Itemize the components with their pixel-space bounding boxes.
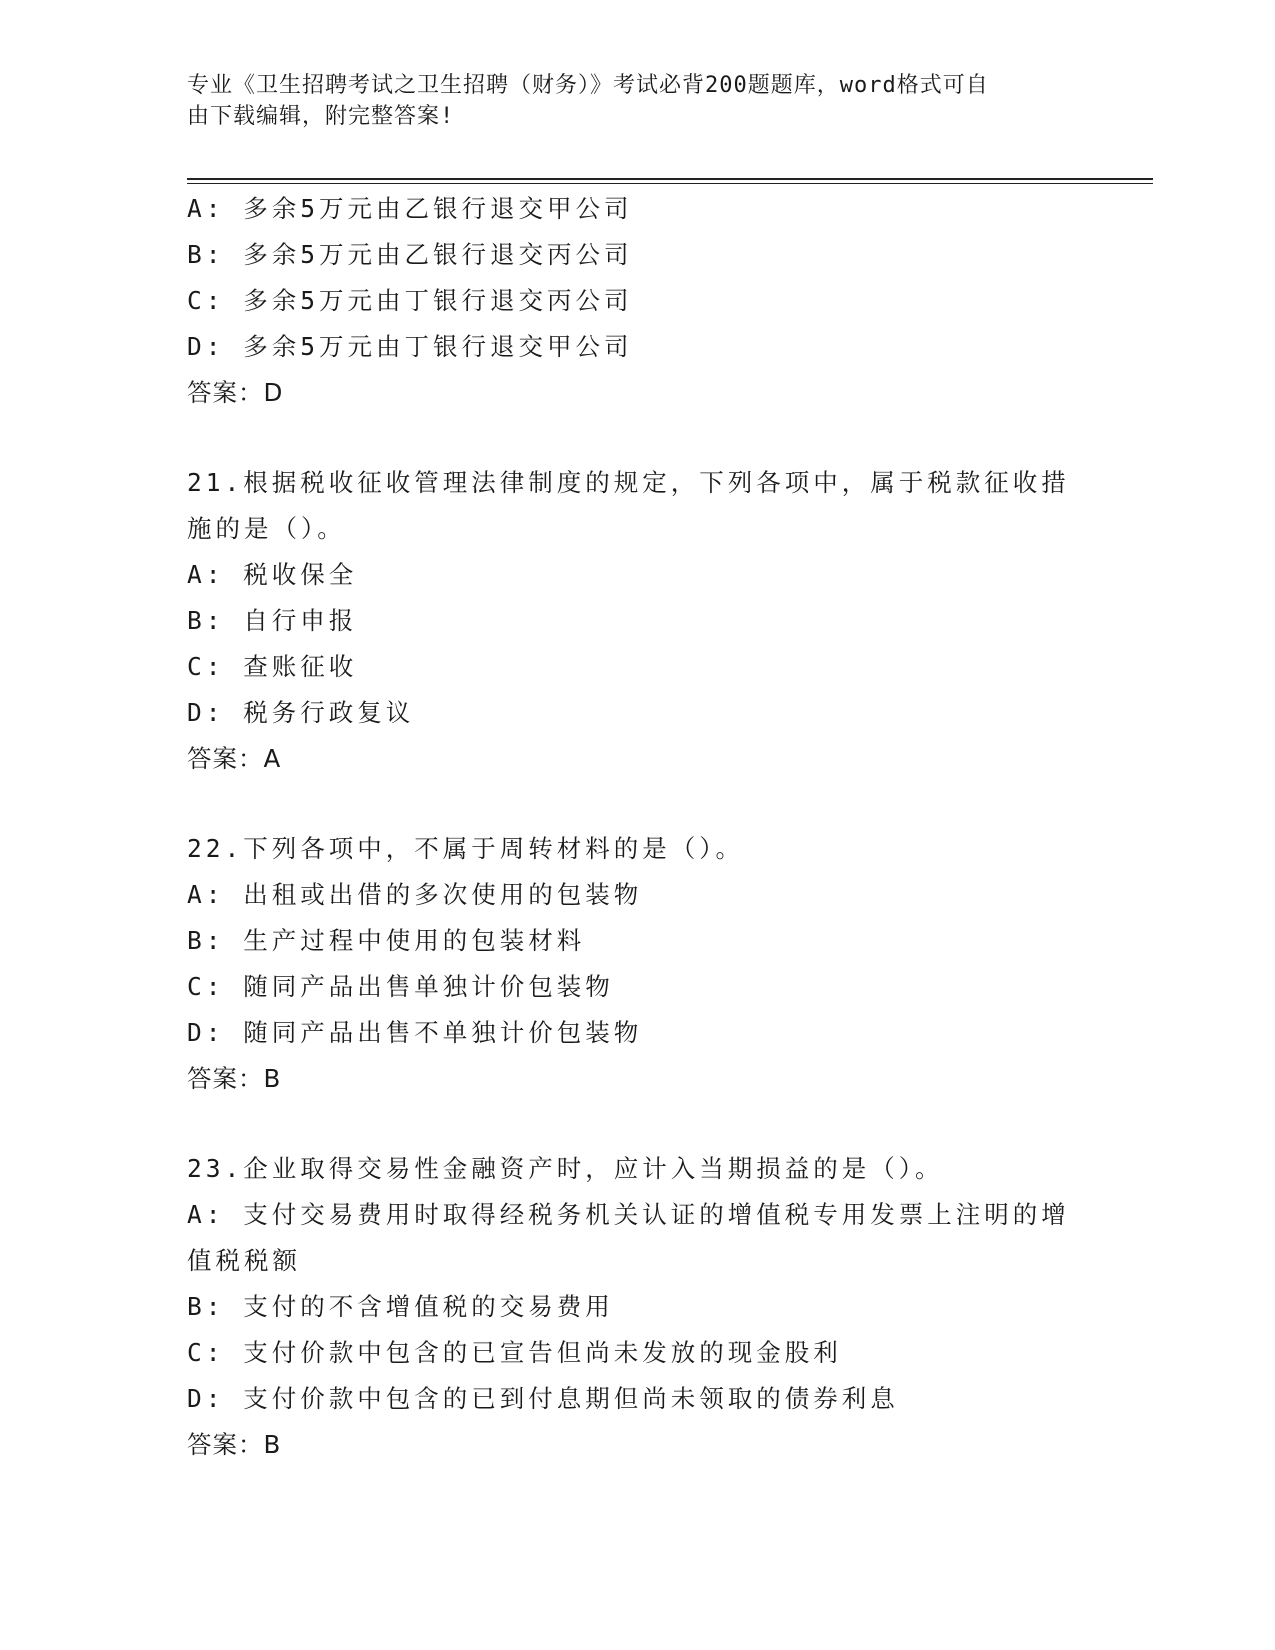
q22-option-b: B: 生产过程中使用的包装材料	[187, 926, 586, 955]
header-line-1: 专业《卫生招聘考试之卫生招聘（财务）》考试必背200题题库，word格式可自	[187, 73, 989, 98]
q20-option-d: D: 多余5万元由丁银行退交甲公司	[187, 332, 633, 361]
question-21-block	[187, 460, 1087, 782]
q22-answer: 答案：B	[187, 1064, 282, 1093]
q23-question-line-1: 23.企业取得交易性金融资产时，应计入当期损益的是（）。	[187, 1154, 944, 1183]
document-header	[187, 70, 1067, 132]
q20-option-c: C: 多余5万元由丁银行退交丙公司	[187, 286, 633, 315]
q21-option-c: C: 查账征收	[187, 652, 358, 681]
q23-answer: 答案：B	[187, 1430, 282, 1459]
q22-option-d: D: 随同产品出售不单独计价包装物	[187, 1018, 643, 1047]
spacer	[187, 1102, 1087, 1146]
q23-option-c: C: 支付价款中包含的已宣告但尚未发放的现金股利	[187, 1338, 842, 1367]
q23-option-a-line-2: 值税税额	[187, 1246, 301, 1275]
q21-option-a: A: 税收保全	[187, 560, 358, 589]
q21-question-line-2: 施的是（）。	[187, 514, 346, 543]
question-20-block	[187, 186, 1087, 416]
q23-option-a-line-1: A: 支付交易费用时取得经税务机关认证的增值税专用发票上注明的增	[187, 1200, 1070, 1229]
q20-option-a: A: 多余5万元由乙银行退交甲公司	[187, 194, 633, 223]
q23-option-b: B: 支付的不含增值税的交易费用	[187, 1292, 614, 1321]
header-line-2: 由下载编辑，附完整答案!	[187, 104, 455, 129]
question-23-block	[187, 1146, 1087, 1468]
q21-answer: 答案：A	[187, 744, 282, 773]
q22-option-c: C: 随同产品出售单独计价包装物	[187, 972, 614, 1001]
q20-option-b: B: 多余5万元由乙银行退交丙公司	[187, 240, 633, 269]
q20-answer: 答案：D	[187, 378, 284, 407]
header-divider-thin	[187, 183, 1153, 184]
q23-option-d: D: 支付价款中包含的已到付息期但尚未领取的债券利息	[187, 1384, 899, 1413]
spacer	[187, 416, 1087, 460]
question-22-block	[187, 826, 1087, 1102]
q21-option-d: D: 税务行政复议	[187, 698, 415, 727]
q22-option-a: A: 出租或出借的多次使用的包装物	[187, 880, 643, 909]
q21-question-line-1: 21.根据税收征收管理法律制度的规定，下列各项中，属于税款征收措	[187, 468, 1070, 497]
header-divider-thick	[187, 178, 1153, 180]
q22-question-line-1: 22.下列各项中，不属于周转材料的是（）。	[187, 834, 744, 863]
spacer	[187, 782, 1087, 826]
q21-option-b: B: 自行申报	[187, 606, 358, 635]
question-content	[187, 186, 1087, 1468]
